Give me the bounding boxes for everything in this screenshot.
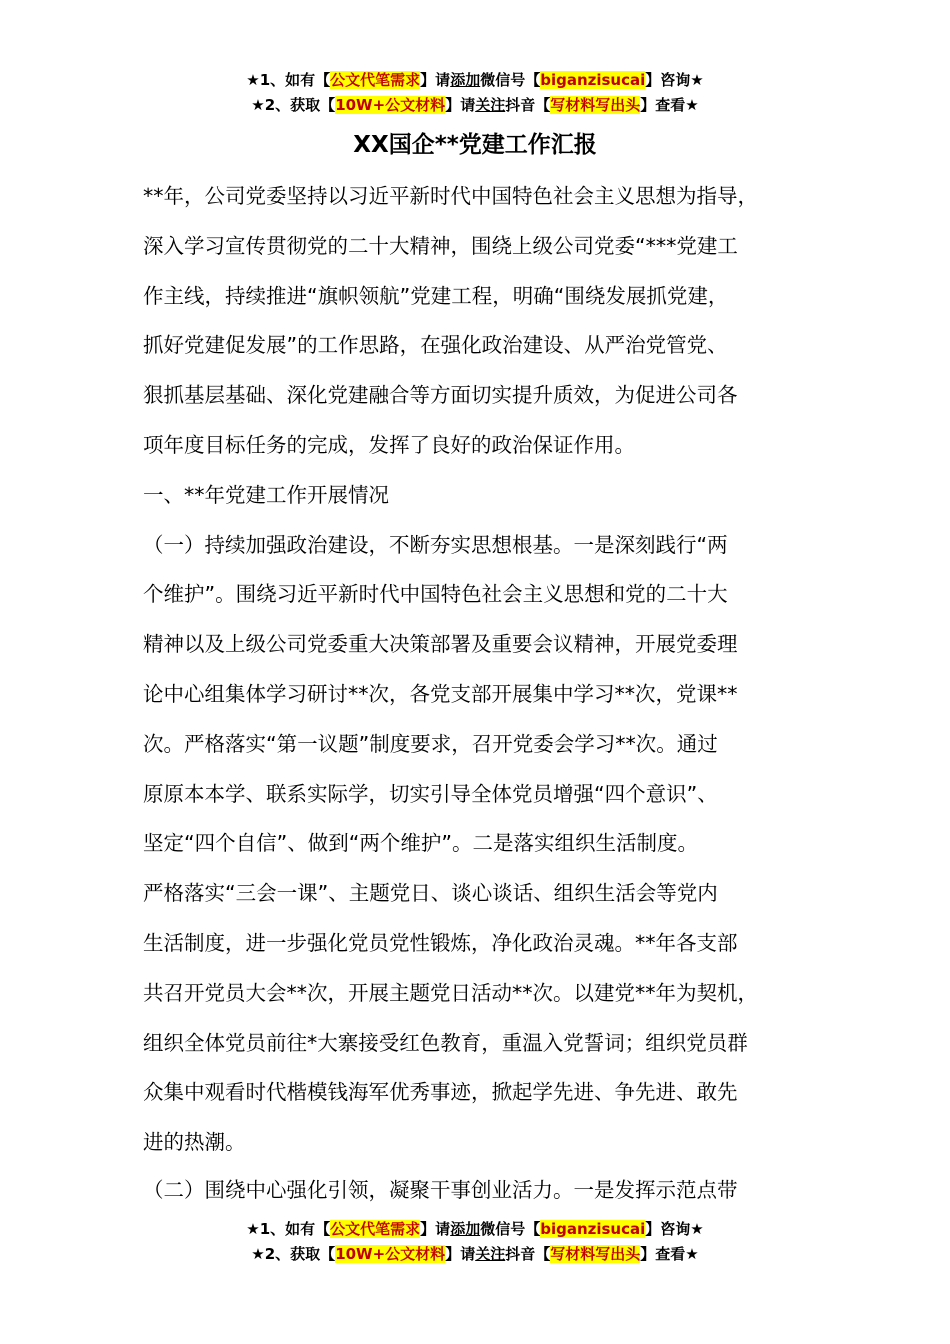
body-line: 个维护”。围绕习近平新时代中国特色社会主义思想和党的二十大 — [143, 582, 728, 607]
banner-text: 抖音【 — [505, 1245, 551, 1263]
document-title: XX国企**党建工作汇报 — [353, 132, 597, 158]
body-line: （一）持续加强政治建设，不断夯实思想根基。一是深刻践行“两 — [143, 532, 728, 557]
emphasis-text: 关注 — [475, 1245, 506, 1263]
body-line: 严格落实“三会一课”、主题党日、谈心谈话、组织生活会等党内 — [143, 881, 718, 906]
banner-text: ★2、获取【 — [251, 1245, 336, 1263]
body-line: 次。严格落实“第一议题”制度要求，召开党委会学习**次。通过 — [143, 731, 718, 756]
highlight-text: 公文代笔需求 — [330, 71, 421, 89]
banner-text: 】咨询★ — [645, 71, 704, 89]
body-line: 抓好党建促发展”的工作思路，在强化政治建设、从严治党管党、 — [143, 333, 728, 358]
footer-banner — [0, 1217, 950, 1267]
banner-text: 】查看★ — [640, 96, 699, 114]
body-line: 项年度目标任务的完成，发挥了良好的政治保证作用。 — [143, 432, 635, 457]
highlight-text: biganzisucai — [540, 1220, 646, 1238]
banner-text: 微信号【 — [480, 1220, 541, 1238]
document-body — [143, 172, 835, 1168]
emphasis-text: 添加 — [450, 71, 481, 89]
header-banner — [0, 68, 950, 118]
body-line: 众集中观看时代楷模钱海军优秀事迹，掀起学先进、争先进、敢先 — [143, 1080, 738, 1105]
emphasis-text: 关注 — [475, 96, 506, 114]
body-line: （二）围绕中心强化引领，凝聚干事创业活力。一是发挥示范点带 — [143, 1178, 738, 1202]
banner-text: 】请 — [420, 1220, 451, 1238]
body-line: **年，公司党委坚持以习近平新时代中国特色社会主义思想为指导， — [143, 184, 758, 208]
body-line: 精神以及上级公司党委重大决策部署及重要会议精神，开展党委理 — [143, 632, 738, 657]
body-line: 坚定“四个自信”、做到“两个维护”。二是落实组织生活制度。 — [143, 831, 698, 856]
banner-text: ★1、如有【 — [246, 71, 331, 89]
section-heading: 一、**年党建工作开展情况 — [143, 482, 389, 507]
banner-text: ★2、获取【 — [251, 96, 336, 114]
banner-line-2 — [0, 93, 950, 118]
highlight-text: 10W+公文材料 — [335, 1245, 446, 1263]
body-line: 组织全体党员前往*大寨接受红色教育，重温入党誓词；组织党员群 — [143, 1030, 748, 1055]
body-line: 共召开党员大会**次，开展主题党日活动**次。以建党**年为契机， — [143, 980, 758, 1005]
body-line: 生活制度，进一步强化党员党性锻炼，净化政治灵魂。**年各支部 — [143, 930, 738, 955]
emphasis-text: 添加 — [450, 1220, 481, 1238]
banner-text: 】请 — [420, 71, 451, 89]
body-line: 作主线，持续推进“旗帜领航”党建工程，明确“围绕发展抓党建， — [143, 283, 729, 308]
body-line: 狠抓基层基础、深化党建融合等方面切实提升质效，为促进公司各 — [143, 383, 738, 408]
highlight-text: 公文代笔需求 — [330, 1220, 421, 1238]
banner-text: 】咨询★ — [645, 1220, 704, 1238]
banner-text: 微信号【 — [480, 71, 541, 89]
highlight-text: 10W+公文材料 — [335, 96, 446, 114]
highlight-text: 写材料写出头 — [550, 1245, 641, 1263]
banner-text: ★1、如有【 — [246, 1220, 331, 1238]
highlight-text: 写材料写出头 — [550, 96, 641, 114]
banner-text: 抖音【 — [505, 96, 551, 114]
banner-line-1 — [0, 1217, 950, 1242]
body-line: 论中心组集体学习研讨**次，各党支部开展集中学习**次，党课** — [143, 681, 738, 706]
banner-text: 】查看★ — [640, 1245, 699, 1263]
banner-line-2 — [0, 1242, 950, 1267]
banner-text: 】请 — [445, 1245, 476, 1263]
banner-line-1 — [0, 68, 950, 93]
document-body-continued — [143, 1166, 835, 1216]
body-line: 深入学习宣传贯彻党的二十大精神，围绕上级公司党委“***党建工 — [143, 233, 738, 258]
banner-text: 】请 — [445, 96, 476, 114]
body-line: 进的热潮。 — [143, 1130, 246, 1155]
body-line: 原原本本学、联系实际学，切实引导全体党员增强“四个意识”、 — [143, 781, 718, 806]
highlight-text: biganzisucai — [540, 71, 646, 89]
